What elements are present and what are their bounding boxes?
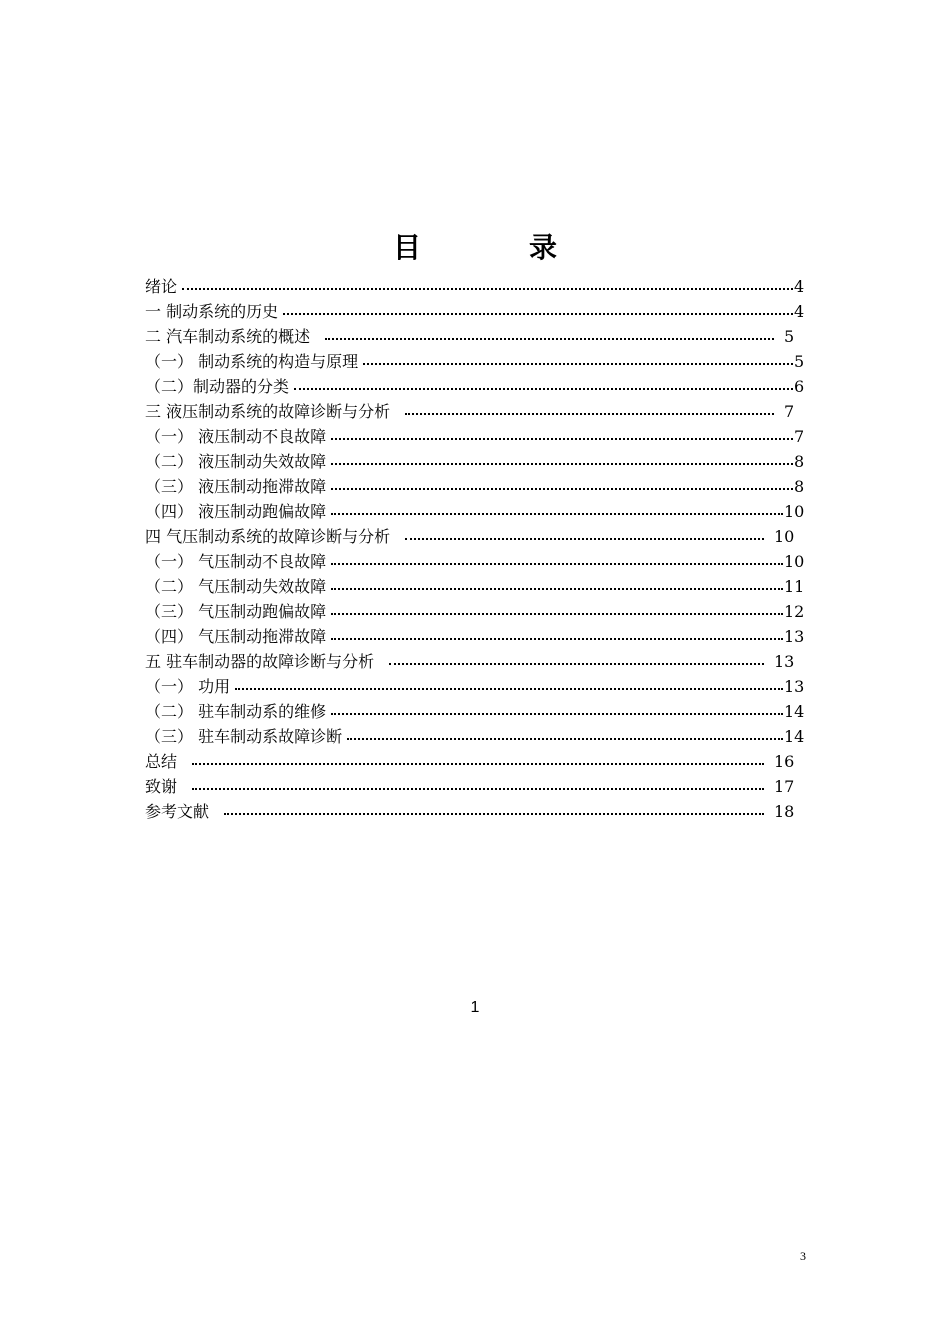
toc-entry[interactable] [145,299,805,324]
toc-leader [405,532,764,540]
toc-entry-label: 一 制动系统的历史 [145,302,279,321]
toc-entry[interactable] [145,699,805,724]
toc-entry-page: 4 [794,302,805,321]
toc-entry-page: 4 [794,277,805,296]
toc-entry[interactable] [145,649,805,674]
toc-entry[interactable] [145,274,805,299]
toc-entry-page: 7 [784,402,795,421]
toc-leader [331,607,783,615]
toc-entry[interactable] [145,499,805,524]
toc-entry-label: （一） 制动系统的构造与原理 [145,352,359,371]
toc-entry-page: 12 [784,602,805,621]
toc-entry[interactable] [145,474,805,499]
toc-leader [182,282,793,290]
toc-entry[interactable] [145,774,805,799]
toc-entry-page: 8 [794,452,805,471]
footer-page-number: 3 [800,1249,806,1263]
toc-entry[interactable] [145,424,805,449]
toc-entry-page: 8 [794,477,805,496]
toc-leader [192,782,764,790]
toc-entry-label: 致谢 [145,777,178,796]
toc-entry-label: 三 液压制动系统的故障诊断与分析 [145,402,391,421]
toc-leader [331,457,793,465]
toc-leader [405,407,774,415]
toc-entry-label: 五 驻车制动器的故障诊断与分析 [145,652,375,671]
toc-entry[interactable] [145,399,805,424]
toc-leader [331,507,783,515]
toc-entry[interactable] [145,624,805,649]
table-of-contents [145,274,805,824]
toc-entry-label: 参考文献 [145,802,210,821]
toc-entry[interactable] [145,524,805,549]
toc-entry-label: 二 汽车制动系统的概述 [145,327,311,346]
toc-entry[interactable] [145,549,805,574]
toc-entry-page: 13 [784,677,805,696]
toc-entry-label: 总结 [145,752,178,771]
toc-entry-label: （一） 气压制动不良故障 [145,552,327,571]
toc-leader [283,307,793,315]
toc-entry-page: 11 [784,577,805,596]
toc-leader [331,582,783,590]
toc-entry-page: 6 [794,377,805,396]
toc-entry[interactable] [145,674,805,699]
toc-entry[interactable] [145,799,805,824]
toc-leader [192,757,764,765]
toc-leader [347,732,783,740]
toc-entry-label: （四） 液压制动跑偏故障 [145,502,327,521]
toc-entry[interactable] [145,599,805,624]
toc-entry-label: （二） 液压制动失效故障 [145,452,327,471]
toc-entry[interactable] [145,574,805,599]
toc-entry-page: 10 [774,527,795,546]
toc-entry-page: 5 [784,327,795,346]
toc-entry-page: 14 [784,727,805,746]
toc-entry[interactable] [145,749,805,774]
toc-leader [235,682,783,690]
toc-leader [331,707,783,715]
toc-entry-label: （三） 驻车制动系故障诊断 [145,727,343,746]
toc-entry[interactable] [145,349,805,374]
toc-entry-page: 10 [784,502,805,521]
toc-entry[interactable] [145,374,805,399]
toc-entry-page: 17 [774,777,795,796]
toc-entry-label: （二） 驻车制动系的维修 [145,702,327,721]
toc-entry-page: 13 [784,627,805,646]
toc-leader [294,382,793,390]
toc-entry-label: 四 气压制动系统的故障诊断与分析 [145,527,391,546]
toc-entry-label: （三） 气压制动跑偏故障 [145,602,327,621]
toc-entry-page: 14 [784,702,805,721]
toc-entry-label: （一） 功用 [145,677,231,696]
toc-entry[interactable] [145,449,805,474]
toc-title: 目 录 [392,231,597,264]
toc-entry-page: 5 [794,352,805,371]
toc-entry-label: （二）制动器的分类 [145,377,290,396]
toc-leader [224,807,764,815]
toc-leader [331,557,783,565]
toc-entry[interactable] [145,324,805,349]
toc-leader [325,332,774,340]
toc-leader [363,357,793,365]
toc-entry-page: 16 [774,752,795,771]
toc-entry-label: （四） 气压制动拖滞故障 [145,627,327,646]
toc-entry-label: （二） 气压制动失效故障 [145,577,327,596]
toc-entry-page: 7 [794,427,805,446]
toc-leader [331,482,793,490]
toc-leader [331,632,783,640]
toc-entry[interactable] [145,724,805,749]
center-page-number: 1 [470,999,480,1016]
toc-entry-label: （三） 液压制动拖滞故障 [145,477,327,496]
toc-leader [389,657,764,665]
toc-entry-label: （一） 液压制动不良故障 [145,427,327,446]
toc-entry-page: 13 [774,652,795,671]
toc-entry-label: 绪论 [145,277,178,296]
toc-leader [331,432,793,440]
toc-entry-page: 10 [784,552,805,571]
toc-entry-page: 18 [774,802,795,821]
